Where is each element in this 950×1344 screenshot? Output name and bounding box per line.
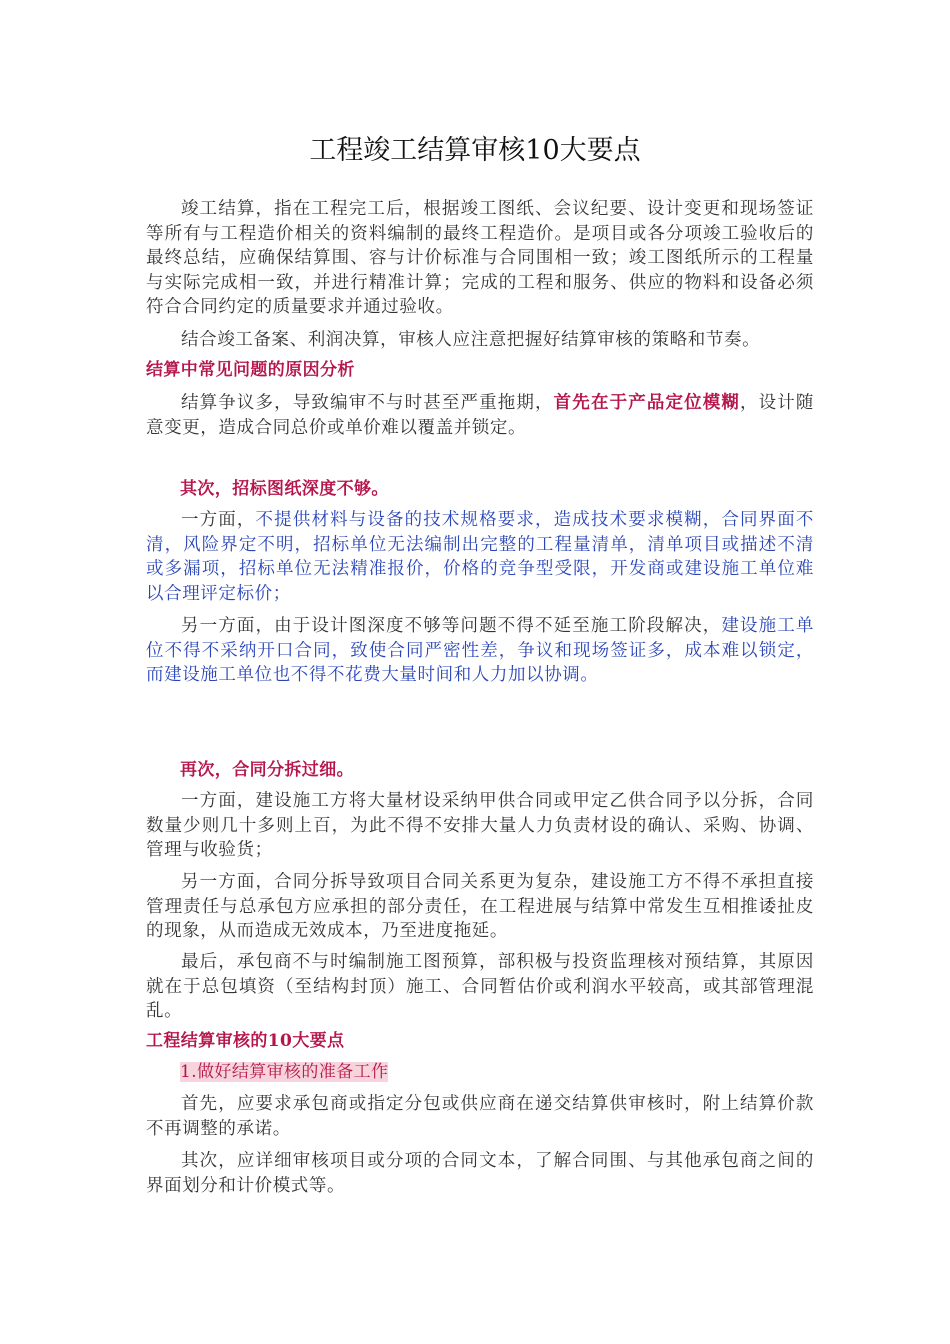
causes-paragraph-1 xyxy=(146,391,814,440)
document-title: 工程竣工结算审核10大要点 xyxy=(309,135,641,166)
drawings-text-a: 一方面， xyxy=(181,510,256,530)
drawings-text-blue-2: 建设施工单位不得不采纳开口合同，致使合同严密性差，争议和现场签证多，成本难以锁定，而建设施工单位也不得不花费大量时间和人力加以协调。 xyxy=(146,616,814,685)
ten-points-paragraph-1: 首先，应要求承包商或指定分包或供应商在递交结算供审核时，附上结算价款不再调整的承诺。 xyxy=(146,1094,814,1139)
ten-points-paragraph-2: 其次，应详细审核项目或分项的合同文本，了解合同围、与其他承包商之间的界面划分和计价模式等。 xyxy=(146,1151,814,1196)
section-heading-causes: 结算中常见问题的原因分析 xyxy=(146,360,355,380)
drawings-text-c: 另一方面，由于设计图深度不够等问题不得不延至施工阶段解决， xyxy=(181,616,722,636)
section-heading-drawings: 其次，招标图纸深度不够。 xyxy=(180,479,389,499)
contracts-paragraph-1: 一方面，建设施工方将大量材设采纳甲供合同或甲定乙供合同予以分拆，合同数量少则几十多则上百，为此不得不安排大量人力负责材设的确认、采购、协调、管理与收验货； xyxy=(146,791,814,860)
section-heading-contracts: 再次，合同分拆过细。 xyxy=(180,760,354,780)
drawings-text-blue-1: 不提供材料与设备的技术规格要求，造成技术要求模糊，合同界面不清，风险界定不明，招标单位无法编制出完整的工程量清单，清单项目或描述不清或多漏项，招标单位无法精准报价，价格的竞争型受限，开发商或建设施工单位难以合理评定标价； xyxy=(146,510,815,604)
contracts-paragraph-3: 最后，承包商不与时编制施工图预算，部积极与投资监理核对预结算，其原因就在于总包填资（至结构封顶）施工、合同暂估价或利润水平较高，或其部管理混乱。 xyxy=(146,952,814,1021)
subheading-preparation xyxy=(180,1060,388,1084)
intro-paragraph-2: 结合竣工备案、利润决算，审核人应注意把握好结算审核的策略和节奏。 xyxy=(181,330,761,350)
causes-emphasis: 首先在于产品定位模糊 xyxy=(553,393,741,413)
causes-text-c: ，设计随意变更，造成合同总价或单价难以覆盖并锁定。 xyxy=(146,393,815,438)
subheading-highlight: 1.做好结算审核的准备工作 xyxy=(180,1062,389,1082)
causes-text-a: 结算争议多，导致编审不与时甚至严重拖期， xyxy=(181,393,554,413)
intro-paragraph-1: 竣工结算，指在工程完工后，根据竣工图纸、会议纪要、设计变更和现场签证等所有与工程造价相关的资料编制的最终工程造价。是项目或各分项竣工验收后的最终总结，应确保结算围、容与计价标准与合同围相一致；竣工图纸所示的工程量与实际完成相一致，并进行精准计算；完成的工程和服务、供应的物料和设备必须符合合同约定的质量要求并通过验收。 xyxy=(146,199,814,317)
section-heading-ten-points: 工程结算审核的10大要点 xyxy=(146,1031,345,1051)
contracts-paragraph-2: 另一方面，合同分拆导致项目合同关系更为复杂，建设施工方不得不承担直接 管理责任与总承包方应承担的部分责任，在工程进展与结算中常发生互相推诿扯皮的现象，从而造成无效成本，乃至进度拖延。 xyxy=(146,872,814,941)
drawings-paragraph-1 xyxy=(146,508,814,606)
drawings-paragraph-2 xyxy=(146,614,814,688)
